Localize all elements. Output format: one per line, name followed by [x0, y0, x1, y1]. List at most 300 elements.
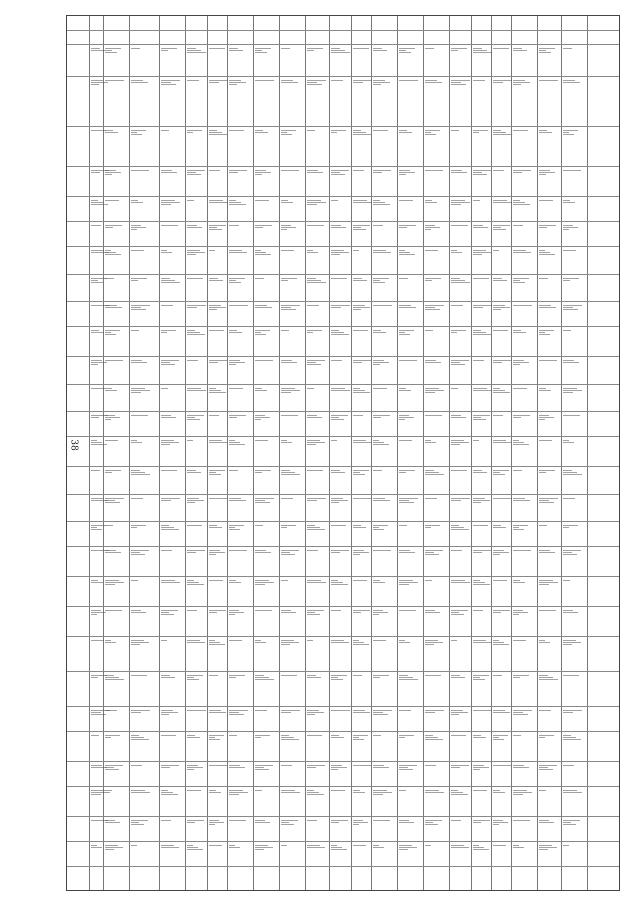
table-cell — [161, 735, 185, 749]
table-cell — [373, 525, 397, 539]
table-column-divider — [67, 44, 619, 45]
table-cell — [307, 470, 331, 484]
table-cell — [451, 790, 475, 804]
table-cell — [425, 580, 449, 594]
table-cell — [105, 440, 129, 454]
table-cell — [539, 845, 563, 859]
table-cell — [105, 225, 129, 239]
table-cell — [229, 790, 253, 804]
table-cell — [229, 388, 253, 402]
table-cell — [373, 580, 397, 594]
table-cell — [105, 170, 129, 184]
table-cell — [451, 525, 475, 539]
table-cell — [399, 610, 423, 624]
table-cell — [131, 440, 155, 454]
table-cell — [331, 525, 355, 539]
table-row-divider — [159, 16, 160, 890]
table-cell — [161, 415, 185, 429]
table-cell — [255, 250, 279, 264]
table-cell — [105, 200, 129, 214]
table-cell — [187, 550, 211, 564]
table-cell — [229, 580, 253, 594]
table-cell — [161, 470, 185, 484]
table-cell — [307, 610, 331, 624]
table-cell — [131, 48, 155, 62]
table-cell — [281, 415, 305, 429]
table-cell — [399, 550, 423, 564]
table-cell — [307, 170, 331, 184]
table-cell — [105, 388, 129, 402]
table-cell — [399, 330, 423, 344]
table-cell — [187, 360, 211, 374]
table-cell — [331, 610, 355, 624]
table-cell — [539, 820, 563, 834]
table-cell — [513, 498, 537, 512]
table-cell — [331, 710, 355, 724]
table-cell — [563, 360, 587, 374]
table-cell — [513, 48, 537, 62]
table-cell — [331, 440, 355, 454]
table-cell — [255, 330, 279, 344]
table-cell — [451, 845, 475, 859]
table-column-divider — [67, 671, 619, 672]
table-column-divider — [67, 76, 619, 77]
table-cell — [451, 130, 475, 144]
table-cell — [331, 200, 355, 214]
table-cell — [187, 525, 211, 539]
table-cell — [399, 845, 423, 859]
table-cell — [229, 820, 253, 834]
table-cell — [539, 640, 563, 654]
table-cell — [307, 550, 331, 564]
table-cell — [161, 278, 185, 292]
table-cell — [373, 278, 397, 292]
table-cell — [399, 250, 423, 264]
table-cell — [331, 388, 355, 402]
table-row-divider — [397, 16, 398, 890]
table-cell — [563, 735, 587, 749]
table-cell — [161, 250, 185, 264]
table-cell — [373, 130, 397, 144]
table-cell — [281, 48, 305, 62]
table-cell — [281, 735, 305, 749]
table-row-divider — [587, 16, 588, 890]
table-cell — [229, 845, 253, 859]
table-cell — [425, 470, 449, 484]
table-cell — [451, 675, 475, 689]
table-cell — [229, 225, 253, 239]
table-cell — [425, 610, 449, 624]
table-cell — [451, 710, 475, 724]
table-cell — [425, 710, 449, 724]
table-cell — [187, 735, 211, 749]
table-cell — [187, 200, 211, 214]
table-cell — [539, 305, 563, 319]
table-column-divider — [67, 326, 619, 327]
table-cell — [131, 675, 155, 689]
table-cell — [425, 735, 449, 749]
table-cell — [229, 735, 253, 749]
table-cell — [255, 360, 279, 374]
table-cell — [229, 498, 253, 512]
table-cell — [539, 765, 563, 779]
table-cell — [425, 360, 449, 374]
table-cell — [105, 710, 129, 724]
table-column-divider — [67, 521, 619, 522]
table-cell — [425, 225, 449, 239]
table-cell — [539, 278, 563, 292]
table-cell — [105, 765, 129, 779]
table-cell — [331, 550, 355, 564]
table-cell — [513, 710, 537, 724]
table-cell — [307, 278, 331, 292]
table-cell — [373, 790, 397, 804]
table-cell — [281, 225, 305, 239]
table-cell — [229, 250, 253, 264]
table-column-divider — [67, 30, 619, 31]
table-cell — [255, 225, 279, 239]
table-cell — [331, 498, 355, 512]
table-cell — [425, 388, 449, 402]
table-cell — [563, 225, 587, 239]
table-cell — [563, 820, 587, 834]
table-cell — [187, 610, 211, 624]
table-cell — [281, 498, 305, 512]
table-cell — [161, 130, 185, 144]
table-cell — [281, 388, 305, 402]
table-cell — [255, 790, 279, 804]
table-cell — [187, 305, 211, 319]
table-column-divider — [67, 356, 619, 357]
table-cell — [281, 845, 305, 859]
table-cell — [399, 640, 423, 654]
table-cell — [131, 765, 155, 779]
table-cell — [563, 580, 587, 594]
table-cell — [563, 440, 587, 454]
table-cell — [161, 80, 185, 94]
table-cell — [105, 415, 129, 429]
table-cell — [331, 225, 355, 239]
table-cell — [451, 765, 475, 779]
table-column-divider — [67, 546, 619, 547]
table-cell — [399, 790, 423, 804]
table-cell — [331, 305, 355, 319]
table-cell — [229, 765, 253, 779]
table-cell — [281, 330, 305, 344]
table-cell — [255, 130, 279, 144]
table-cell — [513, 675, 537, 689]
table-cell — [281, 790, 305, 804]
table-cell — [105, 80, 129, 94]
table-cell — [161, 820, 185, 834]
table-cell — [563, 170, 587, 184]
table-column-divider — [67, 196, 619, 197]
table-cell — [451, 388, 475, 402]
table-cell — [373, 845, 397, 859]
table-cell — [425, 415, 449, 429]
table-column-divider — [67, 816, 619, 817]
table-cell — [187, 415, 211, 429]
table-cell — [425, 80, 449, 94]
table-cell — [161, 48, 185, 62]
table-cell — [451, 820, 475, 834]
table-cell — [331, 820, 355, 834]
table-cell — [373, 640, 397, 654]
table-cell — [187, 580, 211, 594]
table-cell — [281, 710, 305, 724]
table-cell — [563, 250, 587, 264]
table-cell — [281, 580, 305, 594]
page-number: 38 — [68, 439, 79, 451]
table-cell — [105, 735, 129, 749]
table-cell — [331, 845, 355, 859]
table-cell — [539, 170, 563, 184]
table-cell — [425, 200, 449, 214]
table-cell — [539, 360, 563, 374]
table-cell — [539, 610, 563, 624]
table-cell — [539, 250, 563, 264]
table-cell — [399, 675, 423, 689]
table-cell — [105, 550, 129, 564]
table-cell — [105, 790, 129, 804]
table-cell — [451, 330, 475, 344]
table-cell — [161, 170, 185, 184]
table-cell — [131, 80, 155, 94]
table-cell — [539, 330, 563, 344]
table-cell — [513, 580, 537, 594]
table-cell — [255, 200, 279, 214]
table-cell — [331, 765, 355, 779]
table-cell — [373, 360, 397, 374]
table-cell — [539, 675, 563, 689]
table-cell — [451, 440, 475, 454]
table-cell — [451, 640, 475, 654]
table-cell — [281, 200, 305, 214]
table-cell — [307, 388, 331, 402]
table-cell — [331, 735, 355, 749]
table-cell — [331, 80, 355, 94]
table-cell — [229, 470, 253, 484]
table-row-divider — [423, 16, 424, 890]
table-cell — [105, 48, 129, 62]
table-cell — [131, 820, 155, 834]
table-cell — [229, 675, 253, 689]
table-cell — [331, 470, 355, 484]
table-cell — [425, 550, 449, 564]
table-cell — [563, 330, 587, 344]
table-cell — [255, 640, 279, 654]
table-cell — [563, 305, 587, 319]
table-cell — [563, 498, 587, 512]
table-cell — [161, 580, 185, 594]
table-cell — [307, 200, 331, 214]
table-cell — [373, 250, 397, 264]
table-cell — [255, 765, 279, 779]
table-cell — [425, 675, 449, 689]
table-cell — [451, 360, 475, 374]
table-cell — [513, 388, 537, 402]
table-cell — [513, 360, 537, 374]
table-cell — [281, 440, 305, 454]
table-cell — [513, 170, 537, 184]
table-cell — [229, 610, 253, 624]
table-cell — [513, 525, 537, 539]
table-cell — [131, 250, 155, 264]
table-cell — [513, 130, 537, 144]
table-cell — [425, 305, 449, 319]
table-cell — [451, 80, 475, 94]
table-cell — [563, 200, 587, 214]
table-cell — [563, 675, 587, 689]
table-cell — [187, 845, 211, 859]
table-cell — [373, 675, 397, 689]
table-column-divider — [67, 786, 619, 787]
table-cell — [229, 48, 253, 62]
table-cell — [187, 130, 211, 144]
table-cell — [539, 790, 563, 804]
table-cell — [513, 415, 537, 429]
table-cell — [425, 130, 449, 144]
table-cell — [161, 675, 185, 689]
table-cell — [373, 440, 397, 454]
table-cell — [307, 675, 331, 689]
table-cell — [539, 48, 563, 62]
table-cell — [399, 130, 423, 144]
table-column-divider — [67, 731, 619, 732]
table-cell — [307, 80, 331, 94]
table-column-divider — [67, 841, 619, 842]
table-cell — [399, 470, 423, 484]
table-cell — [255, 470, 279, 484]
table-cell — [399, 525, 423, 539]
table-row-divider — [279, 16, 280, 890]
table-cell — [161, 550, 185, 564]
table-cell — [451, 415, 475, 429]
table-cell — [513, 305, 537, 319]
table-cell — [229, 130, 253, 144]
table-cell — [451, 278, 475, 292]
table-cell — [105, 470, 129, 484]
table-cell — [281, 820, 305, 834]
table-cell — [131, 580, 155, 594]
table-cell — [131, 790, 155, 804]
table-cell — [255, 820, 279, 834]
table-row-divider — [537, 16, 538, 890]
rotated-data-table — [66, 15, 620, 891]
table-cell — [425, 765, 449, 779]
table-cell — [281, 130, 305, 144]
table-column-divider — [67, 866, 619, 867]
table-cell — [281, 470, 305, 484]
table-cell — [187, 498, 211, 512]
table-cell — [105, 610, 129, 624]
table-cell — [187, 225, 211, 239]
table-cell — [513, 278, 537, 292]
table-cell — [373, 170, 397, 184]
table-cell — [331, 170, 355, 184]
table-cell — [281, 278, 305, 292]
table-cell — [331, 278, 355, 292]
table-cell — [399, 278, 423, 292]
table-cell — [399, 820, 423, 834]
table-cell — [131, 470, 155, 484]
table-cell — [281, 640, 305, 654]
table-cell — [131, 735, 155, 749]
table-cell — [187, 790, 211, 804]
table-cell — [425, 278, 449, 292]
table-cell — [425, 498, 449, 512]
table-cell — [331, 640, 355, 654]
table-cell — [513, 550, 537, 564]
table-cell — [513, 845, 537, 859]
table-cell — [331, 675, 355, 689]
table-cell — [105, 278, 129, 292]
table-cell — [255, 278, 279, 292]
table-cell — [161, 845, 185, 859]
table-cell — [105, 498, 129, 512]
table-cell — [255, 610, 279, 624]
table-cell — [451, 470, 475, 484]
table-cell — [281, 170, 305, 184]
table-cell — [187, 48, 211, 62]
table-cell — [563, 790, 587, 804]
table-cell — [539, 580, 563, 594]
table-cell — [399, 580, 423, 594]
table-cell — [425, 790, 449, 804]
table-cell — [255, 440, 279, 454]
table-cell — [281, 675, 305, 689]
table-cell — [187, 820, 211, 834]
table-cell — [255, 170, 279, 184]
table-cell — [451, 250, 475, 264]
table-cell — [281, 80, 305, 94]
table-column-divider — [67, 411, 619, 412]
table-cell — [563, 415, 587, 429]
table-cell — [513, 330, 537, 344]
table-cell — [255, 48, 279, 62]
table-cell — [513, 765, 537, 779]
table-cell — [307, 845, 331, 859]
table-cell — [373, 765, 397, 779]
table-cell — [373, 48, 397, 62]
table-cell — [373, 710, 397, 724]
table-cell — [187, 388, 211, 402]
table-cell — [513, 640, 537, 654]
table-cell — [373, 498, 397, 512]
table-cell — [513, 250, 537, 264]
table-cell — [399, 48, 423, 62]
table-cell — [399, 80, 423, 94]
table-cell — [539, 440, 563, 454]
table-column-divider — [67, 166, 619, 167]
table-cell — [425, 820, 449, 834]
table-cell — [229, 278, 253, 292]
table-cell — [187, 250, 211, 264]
table-cell — [563, 765, 587, 779]
table-cell — [539, 225, 563, 239]
table-cell — [307, 525, 331, 539]
table-cell — [255, 525, 279, 539]
table-row-divider — [449, 16, 450, 890]
table-cell — [539, 470, 563, 484]
table-cell — [255, 80, 279, 94]
table-cell — [161, 200, 185, 214]
table-cell — [331, 250, 355, 264]
table-cell — [539, 735, 563, 749]
table-cell — [229, 710, 253, 724]
table-cell — [307, 440, 331, 454]
table-cell — [451, 170, 475, 184]
